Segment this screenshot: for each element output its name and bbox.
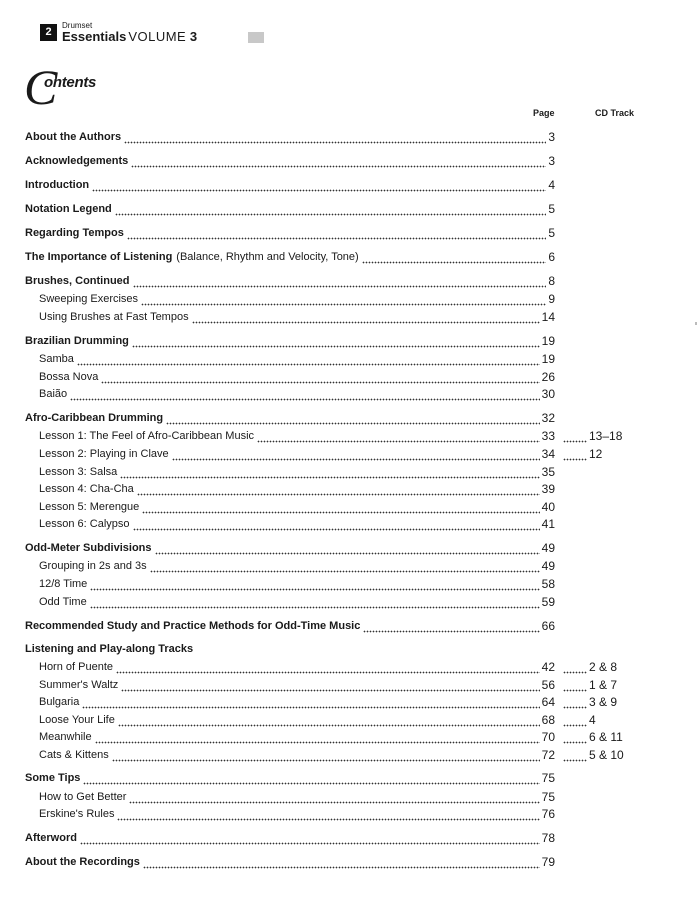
dot-leader	[563, 431, 587, 443]
toc-entry	[25, 853, 555, 869]
cd-track-number: 13–18	[589, 429, 623, 443]
dot-leader	[116, 662, 540, 674]
dot-leader	[124, 132, 546, 144]
toc-entry	[39, 427, 555, 443]
scan-mark	[695, 322, 697, 325]
cd-track-number: 4	[589, 713, 596, 727]
entry-title: Some Tips	[25, 772, 81, 784]
entry-page-number: 9	[548, 292, 555, 306]
toc-entry	[39, 498, 555, 514]
toc-entry	[39, 746, 555, 762]
header-decoration	[248, 32, 264, 43]
toc-entry	[25, 224, 555, 240]
entry-page-number: 3	[548, 130, 555, 144]
entry-page-number: 49	[541, 559, 555, 573]
entry-page-number: 75	[541, 790, 555, 804]
entry-page-number: 79	[541, 855, 555, 869]
entry-page-number: 39	[541, 482, 555, 496]
dot-leader	[131, 156, 546, 168]
toc-subentry	[0, 788, 700, 806]
entry-page-number: 58	[541, 577, 555, 591]
entry-page-number: 14	[541, 310, 555, 324]
toc-subentry	[0, 368, 700, 386]
entry-page-number: 64	[541, 695, 555, 709]
toc-subentry	[0, 480, 700, 498]
toc-entry	[39, 463, 555, 479]
entry-title: Cats & Kittens	[39, 749, 109, 761]
cd-track-cell	[563, 658, 673, 674]
entry-page-number: 70	[541, 730, 555, 744]
entry-page-number: 4	[548, 178, 555, 192]
entry-page-number: 59	[541, 595, 555, 609]
toc-subentry	[0, 350, 700, 368]
dot-leader	[141, 294, 546, 306]
entry-page-number: 34	[541, 447, 555, 461]
toc-subentry	[0, 427, 700, 445]
cd-track-number: 1 & 7	[589, 678, 618, 692]
entry-title: Using Brushes at Fast Tempos	[39, 311, 189, 323]
dot-leader	[92, 180, 546, 192]
series-label: Drumset	[62, 21, 93, 30]
toc-subentry	[0, 575, 700, 593]
entry-page-number: 19	[541, 334, 555, 348]
dot-leader	[132, 336, 540, 348]
entry-title: Summer's Waltz	[39, 679, 119, 691]
toc-entry	[39, 593, 555, 609]
entry-title: Brushes, Continued	[25, 275, 130, 287]
toc-entry	[39, 575, 555, 591]
dot-leader	[82, 697, 539, 709]
dot-leader	[563, 662, 587, 674]
entry-title: Samba	[39, 353, 74, 365]
entry-title: Bossa Nova	[39, 371, 99, 383]
dot-leader	[563, 697, 587, 709]
toc-section	[0, 640, 700, 658]
entry-title: Erskine's Rules	[39, 808, 115, 820]
brand-name: Essentials	[62, 29, 127, 44]
toc-section	[0, 224, 700, 242]
entry-title: Odd-Meter Subdivisions	[25, 542, 152, 554]
toc-section	[0, 248, 700, 266]
toc-section	[0, 617, 700, 635]
toc-entry	[39, 557, 555, 573]
dot-leader	[118, 715, 540, 727]
toc-entry	[39, 805, 555, 821]
cd-track-column-header: CD Track	[595, 108, 635, 118]
entry-title: Horn of Puente	[39, 661, 113, 673]
cd-track-number: 5 & 10	[589, 748, 624, 762]
entry-title: Sweeping Exercises	[39, 293, 139, 305]
toc-entry	[25, 332, 555, 348]
dot-leader	[120, 467, 539, 479]
dot-leader	[133, 276, 547, 288]
toc-entry	[25, 829, 555, 845]
toc-entry	[25, 769, 555, 785]
entry-page-number: 3	[548, 154, 555, 168]
dot-leader	[143, 857, 540, 869]
toc-entry	[39, 480, 555, 496]
page-column-header: Page	[533, 108, 555, 118]
entry-page-number: 5	[548, 202, 555, 216]
entry-page-number: 32	[541, 411, 555, 425]
cd-track-cell	[563, 711, 673, 727]
entry-title: Recommended Study and Practice Methods for Odd-Time Music	[25, 620, 361, 632]
toc-section	[0, 176, 700, 194]
dot-leader	[83, 773, 539, 785]
toc-subentry	[0, 308, 700, 326]
dot-leader	[142, 502, 539, 514]
toc-section	[0, 853, 700, 871]
toc-section	[0, 128, 700, 146]
toc-entry	[39, 515, 555, 531]
toc-entry	[39, 728, 555, 744]
entry-title: How to Get Better	[39, 791, 127, 803]
entry-title: Loose Your Life	[39, 714, 115, 726]
entry-title: Lesson 4: Cha-Cha	[39, 483, 134, 495]
toc-section	[0, 769, 700, 787]
cd-track-number: 6 & 11	[589, 730, 623, 744]
cd-track-number: 2 & 8	[589, 660, 618, 674]
entry-page-number: 40	[541, 500, 555, 514]
entry-title: Lesson 5: Merengue	[39, 501, 140, 513]
cd-track-number: 3 & 9	[589, 695, 618, 709]
entry-title: The Importance of Listening	[25, 251, 173, 263]
title-rest: ontents	[44, 74, 97, 91]
toc-subentry	[0, 445, 700, 463]
entry-title: About the Authors	[25, 131, 122, 143]
toc-entry	[39, 711, 555, 727]
toc-entry	[39, 368, 555, 384]
toc-entry	[39, 676, 555, 692]
cd-track-number: 12	[589, 447, 603, 461]
entry-title: Baião	[39, 388, 68, 400]
entry-title: 12/8 Time	[39, 578, 88, 590]
dot-leader	[115, 204, 547, 216]
dot-leader	[362, 252, 547, 264]
cd-track-cell	[563, 427, 673, 443]
toc-section	[0, 539, 700, 557]
entry-page-number: 19	[541, 352, 555, 366]
toc-entry	[39, 385, 555, 401]
entry-title: Listening and Play-along Tracks	[25, 643, 194, 655]
toc-entry	[25, 176, 555, 192]
entry-title: Bulgaria	[39, 696, 80, 708]
dot-leader	[80, 833, 540, 845]
dot-leader	[77, 354, 540, 366]
toc-entry	[25, 248, 555, 264]
dot-leader	[150, 561, 540, 573]
dot-leader	[257, 431, 540, 443]
entry-title: Regarding Tempos	[25, 227, 124, 239]
entry-page-number: 6	[548, 250, 555, 264]
dot-leader	[563, 449, 587, 461]
entry-title: Afterword	[25, 832, 77, 844]
toc-entry	[25, 640, 555, 656]
toc-entry	[25, 539, 555, 555]
toc-subentry	[0, 728, 700, 746]
cd-track-cell	[563, 746, 673, 762]
toc-subentry	[0, 463, 700, 481]
toc-subentry	[0, 676, 700, 694]
entry-page-number: 68	[541, 713, 555, 727]
entry-title: About the Recordings	[25, 856, 140, 868]
toc-entry	[39, 308, 555, 324]
dot-leader	[563, 750, 587, 762]
toc-entry	[39, 658, 555, 674]
dot-leader	[563, 732, 587, 744]
toc-subentry	[0, 693, 700, 711]
entry-title: Lesson 1: The Feel of Afro-Caribbean Music	[39, 430, 255, 442]
toc-subentry	[0, 711, 700, 729]
dot-leader	[155, 543, 540, 555]
dot-leader	[101, 372, 539, 384]
cd-track-cell	[563, 728, 673, 744]
cd-track-cell	[563, 676, 673, 692]
dot-leader	[90, 597, 540, 609]
dot-leader	[192, 312, 540, 324]
toc-entry	[39, 290, 555, 306]
toc-section	[0, 200, 700, 218]
toc-subentry	[0, 290, 700, 308]
dot-leader	[121, 680, 539, 692]
toc-subentry	[0, 385, 700, 403]
toc-entry	[39, 788, 555, 804]
entry-subtitle: (Balance, Rhythm and Velocity, Tone)	[176, 251, 359, 263]
dot-leader	[133, 519, 540, 531]
title-initial: C	[24, 59, 58, 115]
toc-entry	[39, 445, 555, 461]
toc-subentry	[0, 557, 700, 575]
entry-title: Lesson 6: Calypso	[39, 518, 130, 530]
entry-title: Acknowledgements	[25, 155, 129, 167]
entry-title: Lesson 3: Salsa	[39, 466, 118, 478]
dot-leader	[112, 750, 540, 762]
volume-label: VOLUME	[128, 29, 187, 44]
toc-entry	[25, 272, 555, 288]
entry-page-number: 66	[541, 619, 555, 633]
entry-title: Notation Legend	[25, 203, 112, 215]
dot-leader	[166, 413, 540, 425]
toc-subentry	[0, 498, 700, 516]
entry-page-number: 42	[541, 660, 555, 674]
book-title	[62, 30, 197, 43]
cd-track-cell	[563, 445, 673, 461]
dot-leader	[563, 680, 587, 692]
dot-leader	[363, 621, 539, 633]
entry-page-number: 26	[541, 370, 555, 384]
entry-title: Meanwhile	[39, 731, 92, 743]
toc-subentry	[0, 805, 700, 823]
toc-entry	[25, 152, 555, 168]
toc-entry	[25, 409, 555, 425]
entry-page-number: 41	[541, 517, 555, 531]
entry-page-number: 78	[541, 831, 555, 845]
entry-page-number: 35	[541, 465, 555, 479]
toc-subentry	[0, 515, 700, 533]
entry-page-number: 72	[541, 748, 555, 762]
dot-leader	[117, 809, 539, 821]
toc-section	[0, 332, 700, 350]
entry-page-number: 5	[548, 226, 555, 240]
toc-entry	[39, 693, 555, 709]
dot-leader	[129, 792, 539, 804]
page-number: 2	[40, 24, 57, 41]
dot-leader	[563, 715, 587, 727]
dot-leader	[95, 732, 540, 744]
entry-title: Odd Time	[39, 596, 87, 608]
entry-page-number: 49	[541, 541, 555, 555]
volume-number: 3	[189, 29, 198, 44]
entry-page-number: 76	[541, 807, 555, 821]
toc-section	[0, 829, 700, 847]
toc-entry	[25, 200, 555, 216]
toc-section	[0, 152, 700, 170]
toc-subentry	[0, 593, 700, 611]
entry-title: Lesson 2: Playing in Clave	[39, 448, 169, 460]
dot-leader	[172, 449, 540, 461]
entry-title: Brazilian Drumming	[25, 335, 129, 347]
toc-entry	[25, 617, 555, 633]
toc-subentry	[0, 746, 700, 764]
entry-page-number: 56	[541, 678, 555, 692]
dot-leader	[127, 228, 547, 240]
entry-page-number: 75	[541, 771, 555, 785]
toc-entry	[25, 128, 555, 144]
entry-page-number: 30	[541, 387, 555, 401]
dot-leader	[90, 579, 539, 591]
entry-title: Grouping in 2s and 3s	[39, 560, 147, 572]
page-title	[24, 59, 124, 115]
toc-section	[0, 409, 700, 427]
dot-leader	[70, 389, 540, 401]
entry-title: Afro-Caribbean Drumming	[25, 412, 164, 424]
toc-entry	[39, 350, 555, 366]
entry-page-number: 8	[548, 274, 555, 288]
entry-page-number: 33	[541, 429, 555, 443]
toc-section	[0, 272, 700, 290]
dot-leader	[137, 484, 540, 496]
cd-track-cell	[563, 693, 673, 709]
toc-subentry	[0, 658, 700, 676]
entry-title: Introduction	[25, 179, 90, 191]
